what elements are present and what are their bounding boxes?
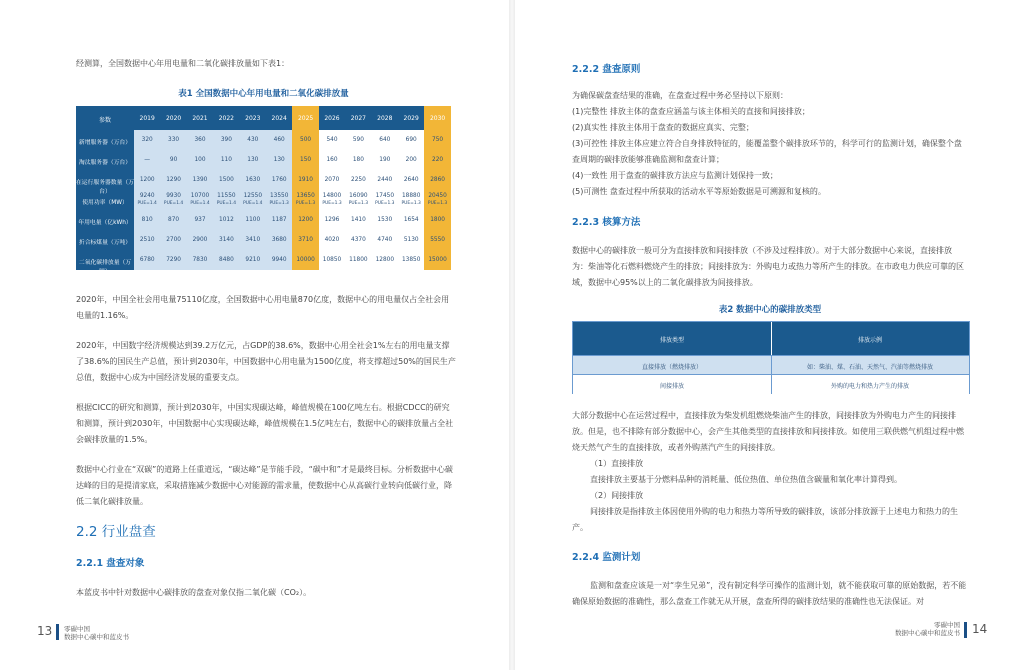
table1-cell: 937 bbox=[194, 217, 206, 223]
subsection-title-monitoring: 2.2.4 监测计划 bbox=[572, 552, 641, 563]
footer-line1-right: 零碳中国 bbox=[934, 621, 960, 629]
section-title: 2.2 行业盘查 bbox=[76, 524, 156, 540]
table1-cell: 220 bbox=[432, 157, 444, 163]
table1-cell: 9210 bbox=[245, 257, 261, 263]
principle-5: (5)可测性 盘查过程中所获取的活动水平等原始数据是可溯源和复核的。 bbox=[572, 187, 826, 196]
principle-3: (3)可控性 排放主体应建立符合自身排放特征的，能覆盖整个碳排放环节的，科学可行的监测计划，确保整个盘查周期的碳排放能够准确监测和盘查计算； bbox=[572, 139, 962, 164]
table1-cell: — bbox=[144, 157, 151, 163]
direct-text: 直接排放主要基于分燃料品种的消耗量、低位热值、单位热值含碳量和氧化率计算得到。 bbox=[590, 475, 902, 484]
table1-cell: 430 bbox=[247, 137, 259, 143]
table1-year-header: 2019 bbox=[139, 115, 155, 122]
table1-cell: 13650 PUE=1.3 bbox=[295, 193, 316, 206]
table2-cell: 外购的电力和热力产生的排放 bbox=[830, 382, 909, 390]
table2-cell: 如：柴油、煤、石油、天然气、汽油等燃烧排放 bbox=[806, 363, 933, 371]
table1-cell: 1630 bbox=[245, 177, 261, 183]
table1-cell: 9930 PUE=1.4 bbox=[163, 193, 184, 206]
para-dual-carbon: 数据中心行业在“双碳”的道路上任重道远，“碳达峰”是节能手段，“碳中和”才是最终目标。分析数据中心碳达峰的目的是提清家底，采取措施减少数据中心对能源的需求量，使数据中心从高碳行业转向低碳行业，降低二氧化碳排放量。 bbox=[76, 465, 453, 506]
table1-row-label: 年用电量（亿kWh） bbox=[78, 220, 132, 226]
table1-cell: 4740 bbox=[377, 237, 393, 243]
table1-cell: 1296 bbox=[324, 217, 340, 223]
table2-cell: 直接排放（燃烧排放） bbox=[641, 363, 702, 371]
table1-cell: 1100 bbox=[245, 217, 261, 223]
table1-row-label: 使用功率（MW） bbox=[82, 200, 128, 206]
table1-row-label: 折合标煤量（万吨） bbox=[78, 240, 132, 246]
table1-cell: 150 bbox=[300, 157, 312, 163]
table1-cell: 5130 bbox=[403, 237, 419, 243]
table1-cell: 15000 bbox=[428, 257, 447, 263]
table1-cell: 180 bbox=[352, 157, 364, 163]
para-digital-economy: 2020年，中国数字经济规模达到39.2万亿元，占GDP的38.6%，数据中心用全社会1%左右的用电量支撑了38.6%的国民生产总值，预计到2030年，中国数据中心用电量为1500亿度，将支撑超过50%的国民生产总值，数据中心成为中国经济发展的重要支点。 bbox=[76, 341, 456, 382]
table1-cell: 1500 bbox=[219, 177, 234, 183]
table1-cell: 20450 PUE=1.3 bbox=[427, 193, 448, 206]
table1-cell: 360 bbox=[194, 137, 206, 143]
table1-cell: 2440 bbox=[377, 177, 393, 183]
table1-cell: 130 bbox=[247, 157, 259, 163]
table1-cell: 130 bbox=[273, 157, 285, 163]
table1-cell: 2070 bbox=[324, 177, 340, 183]
footer-line2-right: 数据中心碳中和蓝皮书 bbox=[895, 629, 960, 637]
table2-row bbox=[573, 374, 969, 394]
table1-row-label: 在运行服务器数量（万台） bbox=[76, 180, 134, 195]
table1-cell: 390 bbox=[220, 137, 232, 143]
table1-year-header: 2021 bbox=[192, 115, 208, 122]
table1-cell: 2860 bbox=[430, 177, 445, 183]
table1-cell: 2640 bbox=[403, 177, 419, 183]
table1-year-header: 2020 bbox=[165, 115, 182, 122]
table1-cell: 2700 bbox=[166, 237, 181, 243]
table1-cell: 90 bbox=[169, 157, 178, 163]
table1-cell: 640 bbox=[379, 137, 391, 143]
table1-row-label: 二氧化碳排放量（万吨） bbox=[78, 260, 132, 275]
para-emission-types: 大部分数据中心在运营过程中，直接排放为柴发机组燃烧柴油产生的排放，间接排放为外购电力产生的间接排放。但是，也不排除有部分数据中心，会产生其他类型的直接排放和间接排放。如使用三联供燃气机组过程中燃烧天然气产生的直接排放，或者外购蒸汽产生的间接排放。 bbox=[572, 411, 964, 452]
table1-cell: 3410 bbox=[245, 237, 261, 243]
table1-cell: 4370 bbox=[351, 237, 366, 243]
table1-cell: 200 bbox=[405, 157, 417, 163]
table1-cell: 1654 bbox=[403, 217, 419, 223]
table2-cell: 间接排放 bbox=[659, 382, 684, 390]
table2 bbox=[572, 321, 970, 394]
principle-2: (2)真实性 排放主体用于盘查的数据应真实、完整； bbox=[572, 123, 754, 132]
highlight-column bbox=[292, 106, 318, 270]
table1-cell: 12800 bbox=[375, 257, 395, 263]
table1-cell: 810 bbox=[141, 217, 153, 223]
table1-cell: 460 bbox=[273, 137, 285, 143]
footer-bar-left bbox=[56, 624, 59, 640]
table1-cell: 190 bbox=[379, 157, 391, 163]
table1-caption: 表1 全国数据中心年用电量和二氧化碳排放量 bbox=[178, 89, 349, 99]
highlight-column bbox=[424, 106, 450, 270]
table1-cell: 1760 bbox=[271, 177, 287, 183]
table1-cell: 590 bbox=[352, 137, 364, 143]
table1-cell: 330 bbox=[168, 137, 180, 143]
table1-year-header: 2027 bbox=[350, 115, 367, 122]
table1-cell: 2250 bbox=[351, 177, 366, 183]
table1-cell: 13850 bbox=[401, 257, 421, 263]
table1-cell: 160 bbox=[326, 157, 338, 163]
principles-intro: 为确保碳盘查结果的准确，在盘查过程中务必坚持以下原则： bbox=[572, 91, 788, 100]
table1-cell: 1012 bbox=[219, 217, 234, 223]
para-electricity: 2020年，中国全社会用电量75110亿度，全国数据中心用电量870亿度，数据中心的用电量仅占全社会用电量的1.16%。 bbox=[76, 295, 450, 320]
table1-cell: 1200 bbox=[139, 177, 155, 183]
table1-header-label: 参数 bbox=[98, 117, 111, 124]
footer-line2-left: 数据中心碳中和蓝皮书 bbox=[64, 633, 129, 641]
table1-cell: 10000 bbox=[296, 257, 315, 263]
table1-cell: 690 bbox=[405, 137, 417, 143]
table1-cell: 1200 bbox=[298, 217, 313, 223]
table1-cell: 3710 bbox=[298, 237, 313, 243]
principle-1: (1)完整性 排放主体的盘查应涵盖与该主体相关的直接和间接排放； bbox=[572, 107, 810, 116]
table1-cell: 13550 PUE=1.3 bbox=[269, 193, 289, 206]
table1-cell: 1910 bbox=[298, 177, 313, 183]
table1-cell: 18880 PUE=1.3 bbox=[401, 193, 421, 206]
direct-title: （1）直接排放 bbox=[590, 459, 644, 468]
page-number-right: 14 bbox=[972, 622, 988, 636]
table1-cell: 1800 bbox=[430, 217, 445, 223]
table1-cell: 3140 bbox=[219, 237, 234, 243]
subsection-title-method: 2.2.3 核算方法 bbox=[572, 217, 641, 228]
table1-cell: 4020 bbox=[324, 237, 340, 243]
para-monitoring: 监测和盘查应该是一对“孪生兄弟”，没有制定科学可操作的监测计划，就不能获取可靠的原始数据，若不能确保原始数据的准确性，那么盘查工作就无从开展，盘查所得的碳排放结果的准确性也无法保证。对 bbox=[572, 581, 967, 606]
table1-row-label: 淘汰服务器（万台） bbox=[78, 160, 132, 166]
table1-cell: 750 bbox=[432, 137, 444, 143]
table2-caption: 表2 数据中心的碳排放类型 bbox=[718, 305, 822, 315]
table1-cell: 320 bbox=[141, 137, 153, 143]
indirect-title: （2）间接排放 bbox=[590, 491, 644, 500]
table1-cell: 500 bbox=[300, 137, 312, 143]
table2-row bbox=[573, 355, 969, 375]
table2-header-cell: 排放示例 bbox=[857, 336, 882, 344]
table1-cell: 10850 bbox=[322, 257, 342, 263]
table1-cell: 5550 bbox=[430, 237, 445, 243]
table1-year-header: 2022 bbox=[218, 115, 235, 122]
table1-year-header: 2028 bbox=[377, 115, 393, 122]
table1-cell: 8480 bbox=[219, 257, 234, 263]
table1-cell: 7290 bbox=[166, 257, 181, 263]
table1-cell: 10700 PUE=1.4 bbox=[190, 193, 210, 206]
table1-cell: 1187 bbox=[271, 217, 287, 223]
table1-cell: 1530 bbox=[377, 217, 393, 223]
table1-cell: 1390 bbox=[192, 177, 208, 183]
table1-cell: 16090 PUE=1.3 bbox=[348, 193, 369, 206]
table1-cell: 100 bbox=[194, 157, 206, 163]
table1-cell: 14800 PUE=1.3 bbox=[322, 193, 342, 206]
table1-year-header: 2024 bbox=[271, 115, 287, 122]
subsection-title-principles: 2.2.2 盘查原则 bbox=[572, 64, 641, 75]
table1-cell: 1290 bbox=[166, 177, 181, 183]
table1-cell: 9240 PUE=1.4 bbox=[137, 193, 157, 206]
table1-cell: 110 bbox=[220, 157, 232, 163]
table2-header-cell: 排放类型 bbox=[659, 336, 684, 344]
table1-cell: 11800 bbox=[349, 257, 368, 263]
table1-cell: 3680 bbox=[271, 237, 287, 243]
table1-cell: 2900 bbox=[192, 237, 208, 243]
footer-bar-right bbox=[964, 622, 967, 638]
table1-cell: 540 bbox=[326, 137, 338, 143]
subsection-title-object: 2.2.1 盘查对象 bbox=[76, 558, 145, 569]
table1-row-label: 新增服务器（万台） bbox=[78, 140, 132, 146]
table1-cell: 11550 PUE=1.4 bbox=[216, 193, 237, 206]
footer-line1-left: 零碳中国 bbox=[64, 625, 90, 633]
intro-text: 经测算，全国数据中心年用电量和二氧化碳排放量如下表1： bbox=[76, 59, 290, 68]
indirect-text: 间接排放是指排放主体因使用外购的电力和热力等所导致的碳排放，该部分排放源于上述电力和热力的生产。 bbox=[572, 507, 958, 532]
para-carbon-peak: 根据CICC的研究和测算，预计到2030年，中国实现碳达峰，峰值规模在100亿吨左右。根据CDCC的研究和测算，预计到2030年，中国数据中心实现碳达峰，峰值规模在1.5亿吨左右，数据中心的碳排放量占全社会碳排放量的1.5%。 bbox=[76, 403, 454, 444]
page-number-left: 13 bbox=[37, 624, 53, 638]
table2-header-row bbox=[573, 322, 969, 355]
table1-year-header: 2023 bbox=[245, 115, 261, 122]
para-object: 本蓝皮书中针对数据中心碳排放的盘查对象仅指二氧化碳（CO₂）。 bbox=[76, 588, 312, 597]
table1-year-header: 2029 bbox=[403, 115, 419, 122]
para-method: 数据中心的碳排放一般可分为直接排放和间接排放（不涉及过程排放）。对于大部分数据中心来说，直接排放为：柴油等化石燃料燃烧产生的排放；间接排放为：外购电力或热力等所产生的排放。在市政电力供应可靠的区域，数据中心95%以上的二氧化碳排放为间接排放。 bbox=[572, 246, 964, 287]
table1-cell: 870 bbox=[168, 217, 180, 223]
table1-cell: 1410 bbox=[351, 217, 366, 223]
principle-4: (4)一致性 用于盘查的碳排放方法应与监测计划保持一致； bbox=[572, 171, 778, 180]
table1 bbox=[76, 106, 451, 275]
table1-cell: 6780 bbox=[139, 257, 155, 263]
table1-cell: 9940 bbox=[271, 257, 287, 263]
table1-year-header: 2030 bbox=[429, 115, 446, 122]
table1-cell: 17450 PUE=1.3 bbox=[375, 193, 395, 206]
table1-cell: 12550 PUE=1.4 bbox=[243, 193, 263, 206]
table1-cell: 2510 bbox=[139, 237, 155, 243]
table1-cell: 7830 bbox=[192, 257, 208, 263]
table1-year-header: 2025 bbox=[297, 115, 314, 122]
table1-year-header: 2026 bbox=[324, 115, 340, 122]
